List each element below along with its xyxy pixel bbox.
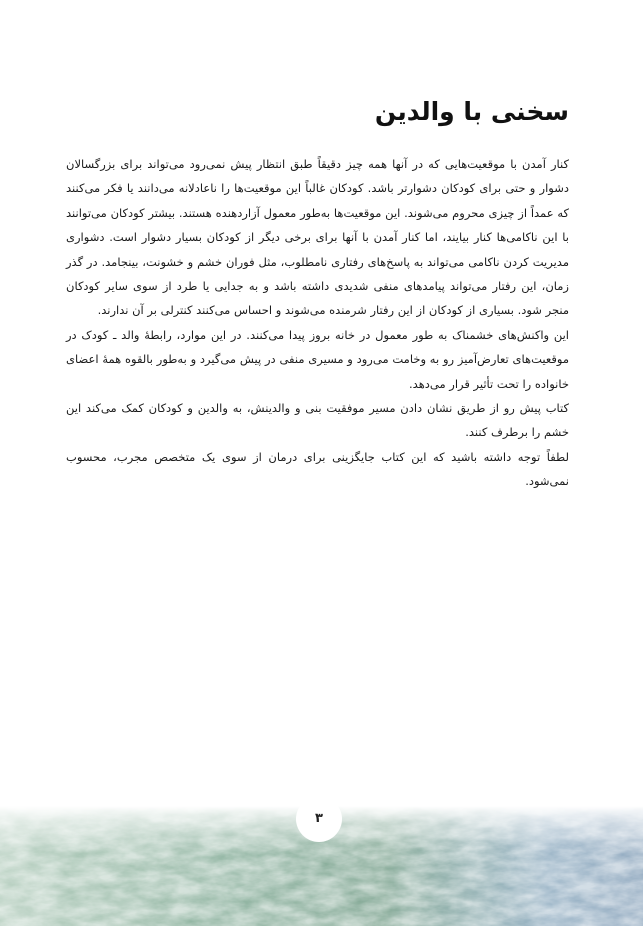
page-title: سخنی با والدین — [374, 97, 569, 126]
paragraph: لطفاً توجه داشته باشید که این کتاب جایگزینی برای درمان از سوی یک متخصص مجرب، محسوب نمی‌شود. — [66, 449, 569, 489]
body-text — [66, 152, 569, 494]
paragraph: کنار آمدن با موقعیت‌هایی که در آنها همه چیز دقیقاً طبق انتظار پیش نمی‌رود می‌تواند برای بزرگسالان دشوار و حتی برای کودکان دشوارتر باشد. کودکان غالباً این موقعیت‌ها را ناعادلانه می‌دانند یا فکر می‌کنند که عمداً از چیزی محروم می‌شوند. این موقعیت‌ها به‌طور معمول آزاردهنده هستند. بیشتر کودکان می‌توانند با این ناکامی‌ها کنار بیایند، اما کنار آمدن با آنها برای برخی دیگر از کودکان بسیار دشوار است. دشواری مدیریت کردن ناکامی می‌تواند به پاسخ‌های رفتاری نامطلوب، مثل فوران خشم و خشونت، بینجامد. در گذر زمان، این رفتار می‌تواند پیامدهای منفی شدیدی داشته باشد و به جدایی یا طرد از سوی سایر کودکان منجر شود. بسیاری از کودکان از این رفتار شرمنده می‌شوند و احساس می‌کنند کنترلی بر آن ندارند. — [66, 157, 569, 318]
paragraph: این واکنش‌های خشمناک به طور معمول در خانه بروز پیدا می‌کنند. در این موارد، رابطهٔ والد ـ کودک در موقعیت‌های تعارض‌آمیز رو به وخامت می‌رود و مسیری منفی در پیش می‌گیرد و به‌طور بالقوه همهٔ اعضای خانواده را تحت تأثیر قرار می‌دهد. — [66, 327, 569, 391]
paragraph: کتاب پیش رو از طریق نشان دادن مسیر موفقیت بنی و والدینش، به والدین و کودکان کمک می‌کند این خشم را برطرف کنند. — [66, 401, 569, 440]
page-number: ۳ — [315, 811, 323, 826]
